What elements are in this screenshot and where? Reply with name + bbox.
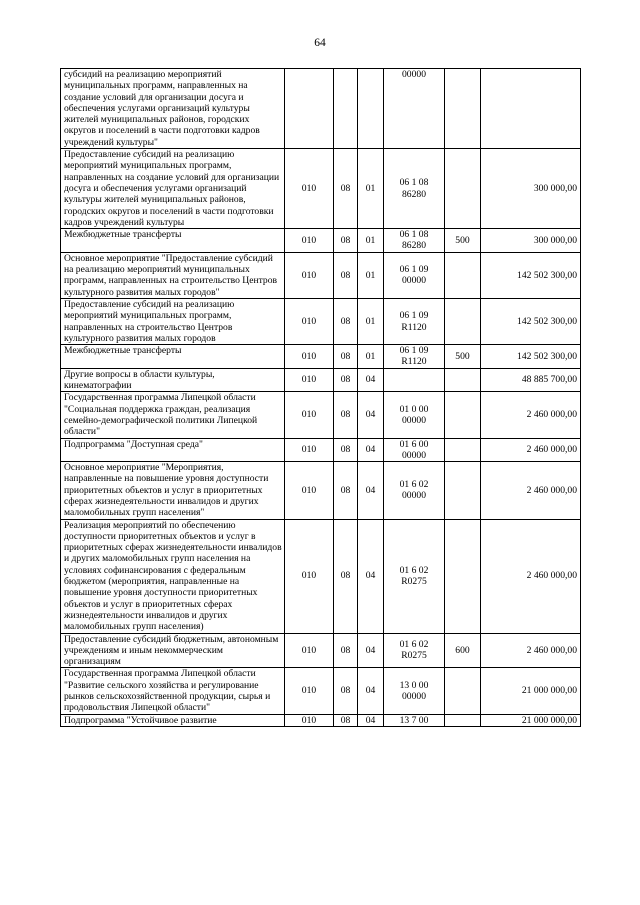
subsection-cell: 01: [358, 252, 384, 298]
section-cell: 08: [334, 462, 358, 519]
subsection-cell: [358, 69, 384, 149]
section-cell: 08: [334, 633, 358, 668]
section-cell: 08: [334, 298, 358, 344]
target-code-bottom: R1120: [401, 356, 427, 368]
table-row: [61, 69, 581, 149]
subsection-cell: 01: [358, 229, 384, 253]
target-code-cell: [384, 298, 445, 344]
expense-type-cell: [445, 438, 481, 462]
target-code-bottom: R0275: [401, 576, 427, 588]
row-name: Подпрограмма "Устойчивое развитие: [61, 714, 285, 726]
expense-type-cell: [445, 714, 481, 726]
section-cell: 08: [334, 668, 358, 714]
grbs-cell: 010: [285, 519, 334, 633]
row-name: Государственная программа Липецкой области "Развитие сельского хозяйства и регулирование рынков сельскохозяйственной продукции, сырья и продовольствия Липецкой области": [61, 668, 285, 714]
row-name: Реализация мероприятий по обеспечению доступности приоритетных объектов и услуг в приоритетных сферах жизнедеятельности инвалидов и других маломобильных групп населения на условиях софинансирования с федеральным бюджетом (мероприятия, направленные на повышение уровня доступности приоритетных объектов и услуг в приоритетных сферах жизнедеятельности инвалидов и других маломобильных групп населения): [61, 519, 285, 633]
grbs-cell: 010: [285, 668, 334, 714]
grbs-cell: 010: [285, 345, 334, 369]
target-code-cell: [384, 392, 445, 438]
section-cell: 08: [334, 229, 358, 253]
table-row: [61, 438, 581, 462]
section-cell: [334, 69, 358, 149]
table-row: [61, 519, 581, 633]
row-name: Межбюджетные трансферты: [61, 345, 285, 369]
target-code-top: 01 6 02: [399, 639, 429, 651]
target-code-cell: [384, 633, 445, 668]
table-row: [61, 345, 581, 369]
subsection-cell: 04: [358, 438, 384, 462]
expense-type-cell: [445, 69, 481, 149]
subsection-cell: 01: [358, 345, 384, 369]
target-code-top: 13 7 00: [399, 714, 429, 726]
section-cell: 08: [334, 438, 358, 462]
grbs-cell: 010: [285, 462, 334, 519]
table-row: [61, 252, 581, 298]
row-name: Предоставление субсидий на реализацию мероприятий муниципальных программ, направленных на строительство Центров культурного развития малых городов: [61, 298, 285, 344]
target-code-bottom: 00000: [402, 414, 426, 426]
amount-cell: 142 502 300,00: [481, 298, 581, 344]
row-name: Основное мероприятие "Мероприятия, направленные на повышение уровня доступности приоритетных объектов и услуг в приоритетных сферах жизнедеятельности инвалидов и других маломобильных групп населения": [61, 462, 285, 519]
expense-type-cell: [445, 298, 481, 344]
grbs-cell: [285, 69, 334, 149]
target-code-cell: [384, 438, 445, 462]
section-cell: 08: [334, 149, 358, 229]
target-code-top: 13 0 00: [399, 679, 429, 691]
target-code-cell: [384, 149, 445, 229]
target-code-cell: [384, 69, 445, 149]
table-row: [61, 462, 581, 519]
target-code-top: 06 1 08: [399, 229, 429, 241]
subsection-cell: 04: [358, 633, 384, 668]
expense-type-cell: [445, 519, 481, 633]
target-code-top: 00000: [402, 69, 426, 80]
grbs-cell: 010: [285, 438, 334, 462]
target-code-bottom: 00000: [402, 691, 426, 703]
grbs-cell: 010: [285, 714, 334, 726]
grbs-cell: 010: [285, 298, 334, 344]
subsection-cell: 01: [358, 149, 384, 229]
table-row: [61, 149, 581, 229]
table-row: [61, 368, 581, 392]
subsection-cell: 01: [358, 298, 384, 344]
table-row: [61, 714, 581, 726]
section-cell: 08: [334, 368, 358, 392]
target-code-bottom: 86280: [402, 240, 426, 252]
row-name: Государственная программа Липецкой области "Социальная поддержка граждан, реализация семейно-демографической политики Липецкой области": [61, 392, 285, 438]
target-code-top: 06 1 08: [399, 177, 429, 189]
expense-type-cell: [445, 462, 481, 519]
expense-type-cell: [445, 392, 481, 438]
expense-type-cell: [445, 252, 481, 298]
subsection-cell: 04: [358, 462, 384, 519]
grbs-cell: 010: [285, 633, 334, 668]
amount-cell: 2 460 000,00: [481, 438, 581, 462]
expense-type-cell: 500: [445, 345, 481, 369]
target-code-top: 01 0 00: [399, 403, 429, 415]
target-code-cell: [384, 668, 445, 714]
amount-cell: [481, 69, 581, 149]
section-cell: 08: [334, 345, 358, 369]
budget-table: [60, 68, 581, 727]
row-name: Предоставление субсидий бюджетным, автономным учреждениям и иным некоммерческим организациям: [61, 633, 285, 668]
row-name: Подпрограмма "Доступная среда": [61, 438, 285, 462]
amount-cell: 142 502 300,00: [481, 345, 581, 369]
target-code-cell: [384, 252, 445, 298]
subsection-cell: 04: [358, 519, 384, 633]
grbs-cell: 010: [285, 392, 334, 438]
amount-cell: 2 460 000,00: [481, 519, 581, 633]
grbs-cell: 010: [285, 149, 334, 229]
section-cell: 08: [334, 714, 358, 726]
target-code-bottom: R0275: [401, 650, 427, 662]
amount-cell: 48 885 700,00: [481, 368, 581, 392]
target-code-bottom: 00000: [402, 449, 426, 461]
target-code-bottom: 00000: [402, 275, 426, 287]
expense-type-cell: [445, 149, 481, 229]
grbs-cell: 010: [285, 252, 334, 298]
page-number: 64: [314, 37, 326, 49]
grbs-cell: 010: [285, 368, 334, 392]
section-cell: 08: [334, 252, 358, 298]
target-code-top: 06 1 09: [399, 264, 429, 276]
target-code-cell: [384, 462, 445, 519]
target-code-top: 06 1 09: [399, 310, 429, 322]
expense-type-cell: [445, 668, 481, 714]
target-code-cell: [384, 368, 445, 392]
target-code-cell: [384, 519, 445, 633]
section-cell: 08: [334, 392, 358, 438]
subsection-cell: 04: [358, 668, 384, 714]
amount-cell: 2 460 000,00: [481, 462, 581, 519]
expense-type-cell: [445, 368, 481, 392]
table-row: [61, 392, 581, 438]
row-name: Межбюджетные трансферты: [61, 229, 285, 253]
expense-type-cell: 600: [445, 633, 481, 668]
target-code-top: 01 6 00: [399, 438, 429, 450]
target-code-cell: [384, 714, 445, 726]
grbs-cell: 010: [285, 229, 334, 253]
amount-cell: 21 000 000,00: [481, 668, 581, 714]
subsection-cell: 04: [358, 368, 384, 392]
row-name: Другие вопросы в области культуры, кинематографии: [61, 368, 285, 392]
amount-cell: 2 460 000,00: [481, 392, 581, 438]
amount-cell: 21 000 000,00: [481, 714, 581, 726]
target-code-bottom: 86280: [402, 188, 426, 200]
section-cell: 08: [334, 519, 358, 633]
row-name: Предоставление субсидий на реализацию мероприятий муниципальных программ, направленных на создание условий для организации досуга и обеспечения услугами организаций культуры жителей муниципальных районов, городских округов и поселений в части подготовки кадров учреждений культуры: [61, 149, 285, 229]
table-row: [61, 668, 581, 714]
target-code-top: 01 6 02: [399, 564, 429, 576]
subsection-cell: 04: [358, 714, 384, 726]
amount-cell: 2 460 000,00: [481, 633, 581, 668]
amount-cell: 300 000,00: [481, 149, 581, 229]
row-name: субсидий на реализацию мероприятий муниципальных программ, направленных на создание условий для организации досуга и обеспечения услугами организаций культуры жителей муниципальных районов, городских округов и поселений в части подготовки кадров учреждений культуры": [61, 69, 285, 149]
table-row: [61, 633, 581, 668]
target-code-bottom: R1120: [401, 321, 427, 333]
subsection-cell: 04: [358, 392, 384, 438]
target-code-bottom: 00000: [402, 490, 426, 502]
target-code-cell: [384, 229, 445, 253]
amount-cell: 142 502 300,00: [481, 252, 581, 298]
row-name: Основное мероприятие "Предоставление субсидий на реализацию мероприятий муниципальных программ, направленных на строительство Центров культурного развития малых городов": [61, 252, 285, 298]
amount-cell: 300 000,00: [481, 229, 581, 253]
table-row: [61, 298, 581, 344]
target-code-cell: [384, 345, 445, 369]
expense-type-cell: 500: [445, 229, 481, 253]
target-code-top: 01 6 02: [399, 479, 429, 491]
target-code-top: 06 1 09: [399, 345, 429, 357]
table-row: [61, 229, 581, 253]
